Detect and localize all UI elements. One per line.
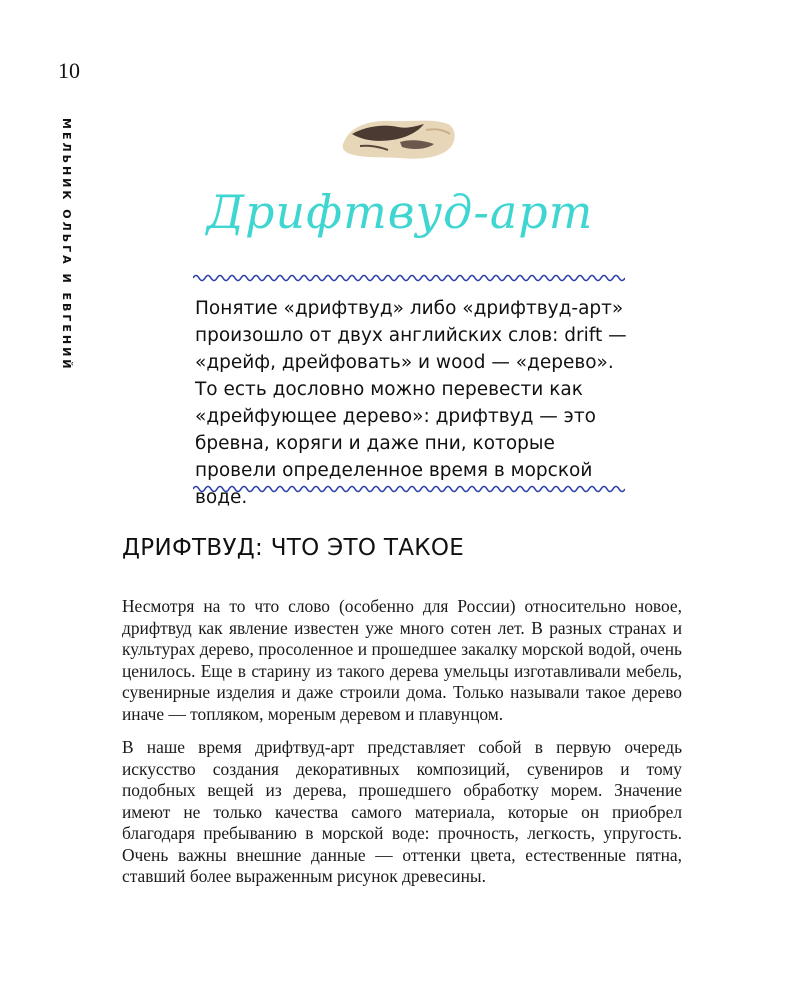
- wave-divider-top: [193, 273, 625, 283]
- intro-paragraph: Понятие «дрифтвуд» либо «дрифтвуд-арт» произошло от двух английских слов: drift — «дрейф, дрейфовать» и wood — «дерево». То есть дословно можно перевести как «дрейфующее дерево»: дрифтвуд — это бревна, коряги и даже пни, которые провели определенное время в морской воде.: [195, 298, 627, 508]
- body-paragraph: В наше время дрифтвуд-арт представляет собой в первую очередь искусство создания декоративных композиций, сувениров и тому подобных вещей из дерева, прошедшего обработку морем. Значение имеют не только качества самого материала, которые он приобрел благодаря пребыванию в морской воде: прочность, легкость, упругость. Очень важны внешние данные — оттенки цвета, естественные пятна, ставший более выраженным рисунок древесины.: [122, 737, 682, 886]
- page-number: 10: [58, 58, 80, 83]
- running-head: МЕЛЬНИК ОЛЬГА И ЕВГЕНИЙ: [60, 118, 73, 372]
- page-title: Дрифтвуд-арт: [206, 185, 594, 239]
- driftwood-icon: [340, 112, 458, 164]
- section-heading: ДРИФТВУД: ЧТО ЭТО ТАКОЕ: [122, 535, 465, 561]
- body-paragraph: Несмотря на то что слово (особенно для России) относительно новое, дрифтвуд как явление известен уже много сотен лет. В разных странах и культурах дерево, просоленное и прошедшее закалку морской водой, очень ценилось. Еще в старину из такого дерева умельцы изготавливали мебель, сувенирные изделия и даже строили дома. Только называли такое дерево иначе — топляком, мореным деревом и плавунцом.: [122, 596, 682, 724]
- wave-divider-bottom: [193, 484, 625, 494]
- section-body: [122, 596, 682, 900]
